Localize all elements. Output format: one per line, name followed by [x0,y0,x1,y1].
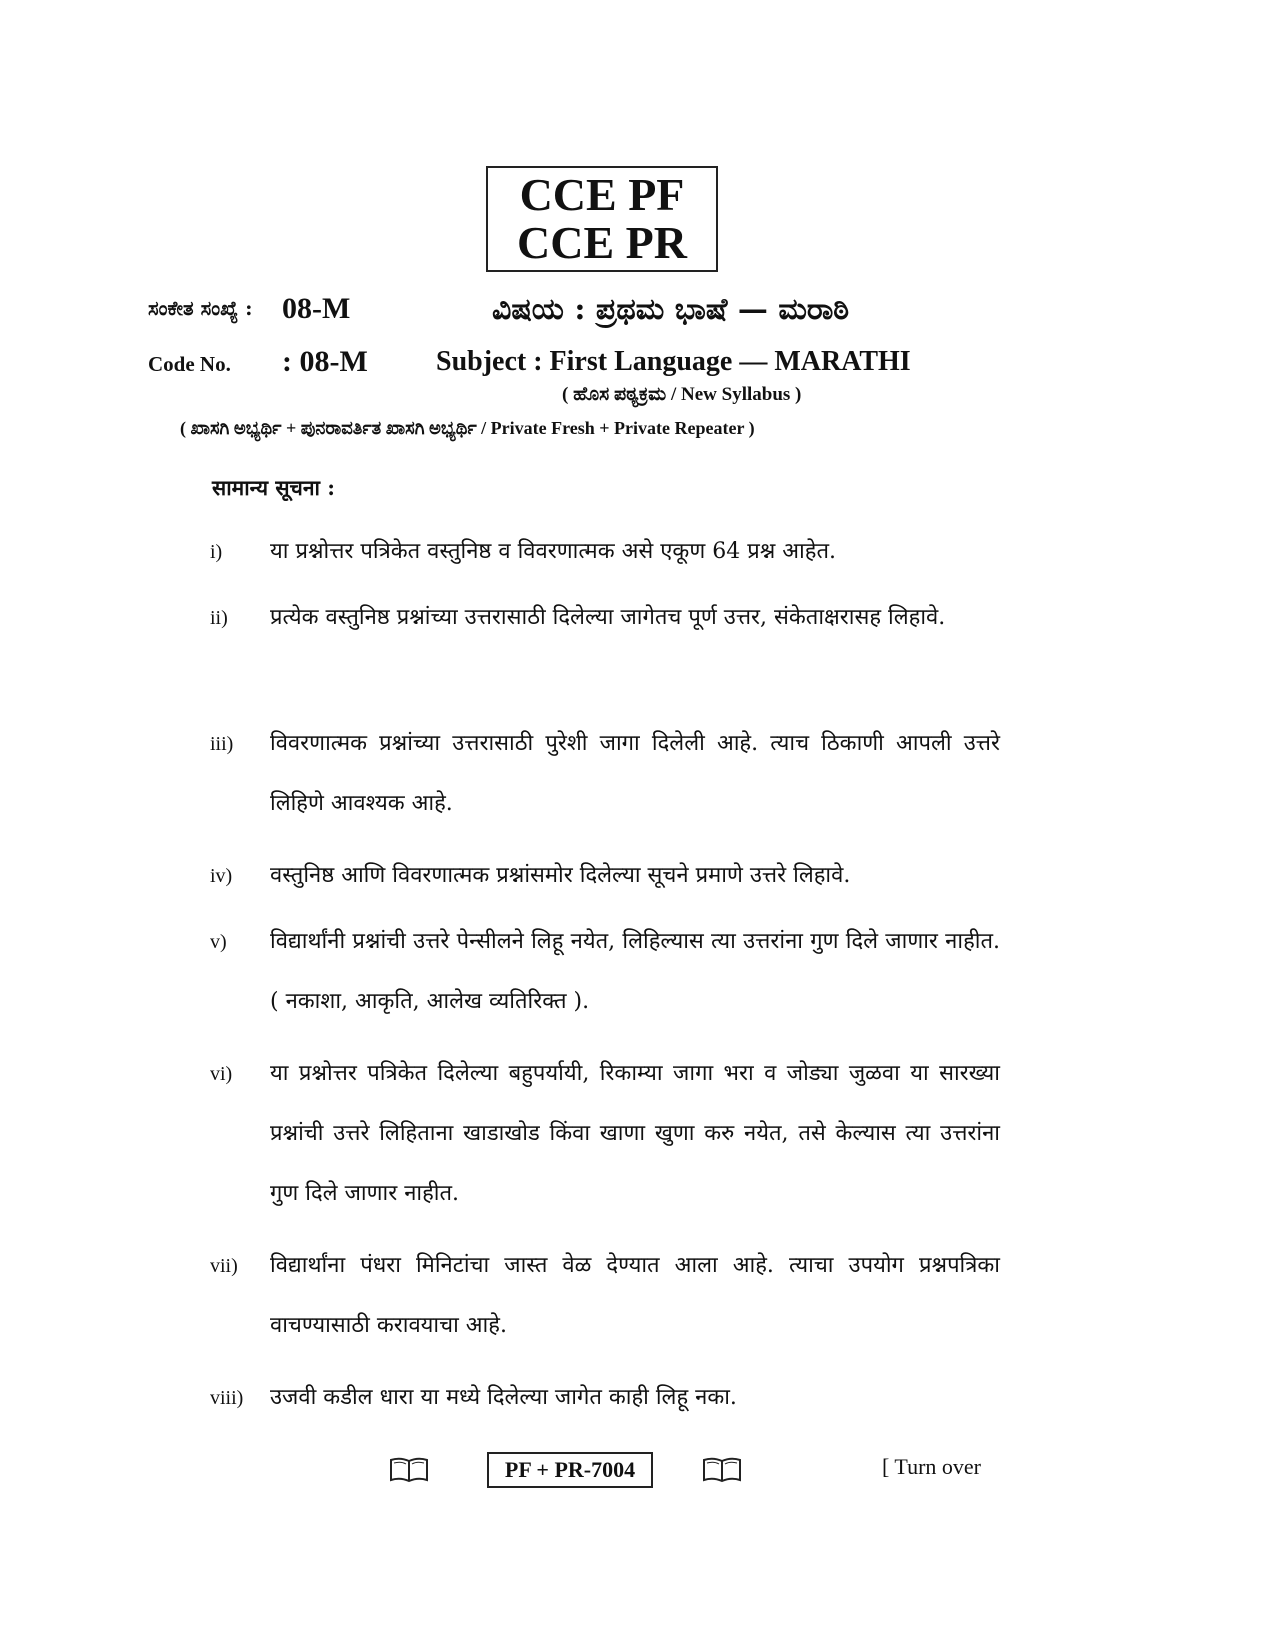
paper-code-box: PF + PR-7004 [487,1452,653,1488]
turn-over-note: [ Turn over [882,1454,982,1479]
instruction-text: प्रत्येक वस्तुनिष्ठ प्रश्नांच्या उत्तरासाठी दिलेल्या जागेतच पूर्ण उत्तर, संकेताक्षरासह लिहावे. [270,605,946,630]
instruction-number: vii) [210,1255,238,1277]
instruction-item [210,912,1000,1032]
instruction-text: वस्तुनिष्ठ आणि विवरणात्मक प्रश्नांसमोर दिलेल्या सूचने प्रमाणे उत्तरे लिहावे. [270,863,851,888]
instruction-number: viii) [210,1387,244,1409]
paper-title-box [486,166,718,272]
instruction-item [210,522,1000,582]
instruction-text: विद्यार्थांना पंधरा मिनिटांचा जास्त वेळ देण्यात आला आहे. त्याचा उपयोग प्रश्नपत्रिका वाचण्यासाठी करावयाचा आहे. [270,1253,1000,1338]
instruction-number: vi) [210,1063,233,1085]
instruction-number: iii) [210,733,234,755]
instruction-item [210,714,1000,834]
instruction-item [210,1044,1000,1224]
instructions-heading: सामान्य सूचना : [212,475,336,500]
candidate-type-note: ( ಖಾಸಗಿ ಅಭ್ಯರ್ಥಿ + ಪುನರಾವರ್ತಿತ ಖಾಸಗಿ ಅಭ್ಯರ್ಥಿ / Private Fresh + Private Repeater ) [180,418,755,438]
subject-english: Subject : First Language — MARATHI [436,346,911,377]
instruction-item [210,1368,1000,1428]
instruction-item [210,846,1000,906]
code-label-kannada: ಸಂಕೇತ ಸಂಖ್ಯೆ : [148,296,253,320]
instruction-number: ii) [210,607,228,629]
code-value-english: : 08-M [282,345,368,378]
code-value-kannada: 08-M [282,292,351,325]
code-label-english: Code No. [148,352,231,376]
open-book-icon [702,1456,742,1484]
instruction-text: उजवी कडील धारा या मध्ये दिलेल्या जागेत काही लिहू नका. [270,1385,737,1410]
title-line-1: CCE PF [519,169,685,220]
syllabus-note: ( ಹೊಸ ಪಠ್ಯಕ್ರಮ / New Syllabus ) [562,384,802,405]
open-book-icon [389,1456,429,1484]
subject-kannada: ವಿಷಯ : ಪ್ರಥಮ ಭಾಷೆ — ಮರಾಠಿ [492,292,850,327]
title-line-2: CCE PR [517,217,687,268]
instruction-number: v) [210,931,227,953]
instruction-number: iv) [210,865,233,887]
instruction-text: या प्रश्नोत्तर पत्रिकेत दिलेल्या बहुपर्यायी, रिकाम्या जागा भरा व जोड्या जुळवा या सारख्या प्रश्नांची उत्तरे लिहिताना खाडाखोड किंवा खाणा खुणा करु नयेत, तसे केल्यास त्या उत्तरांना गुण दिले जाणार नाहीत. [270,1061,1000,1206]
instruction-text: या प्रश्नोत्तर पत्रिकेत वस्तुनिष्ठ व विवरणात्मक असे एकूण 64 प्रश्न आहेत. [270,539,836,564]
instruction-text: विद्यार्थांनी प्रश्नांची उत्तरे पेन्सीलने लिहू नयेत, लिहिल्यास त्या उत्तरांना गुण दिले जाणार नाहीत. ( नकाशा, आकृति, आलेख व्यतिरिक्त ). [270,929,1000,1014]
instruction-number: i) [210,541,223,563]
instruction-text: विवरणात्मक प्रश्नांच्या उत्तरासाठी पुरेशी जागा दिलेली आहे. त्याच ठिकाणी आपली उत्तरे लिहिणे आवश्यक आहे. [270,731,1000,816]
instruction-item [210,588,1000,648]
instruction-item [210,1236,1000,1356]
